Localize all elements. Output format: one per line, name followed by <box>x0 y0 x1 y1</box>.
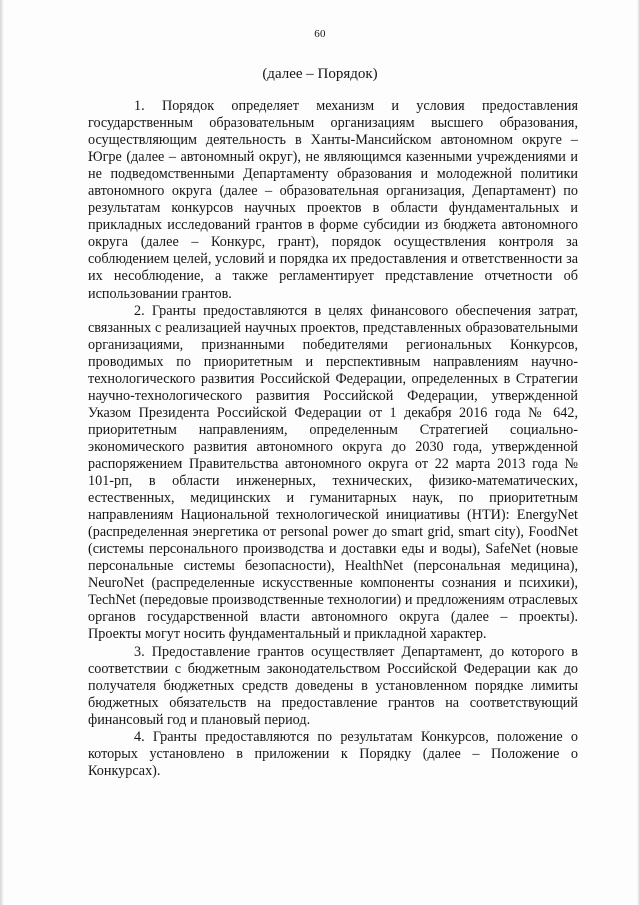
paragraph-1: 1. Порядок определяет механизм и условия предоставления государственным образовательным организациям высшего образования, осуществляющим деятельность в Ханты-Мансийском автономном округе – Югре (далее – автономный округ), не являющимся казенными учреждениями и не подведомственными Департаменту образования и молодежной политики автономного округа (далее – образовательная организация, Департамент) по результатам конкурсов научных проектов в области фундаментальных и прикладных исследований грантов в форме субсидии из бюджета автономного округа (далее – Конкурс, грант), порядок осуществления контроля за соблюдением целей, условий и порядка их предоставления и ответственности за их несоблюдение, а также регламентирует представление отчетности об использовании грантов. <box>88 98 578 302</box>
paragraph-4: 4. Гранты предоставляются по результатам Конкурсов, положение о которых установлено в приложении к Порядку (далее – Положение о Конкурсах). <box>88 728 578 779</box>
subtitle: (далее – Порядок) <box>262 66 378 82</box>
page-number: 60 <box>314 28 326 40</box>
body-text <box>88 98 578 780</box>
paragraph-2: 2. Гранты предоставляются в целях финансового обеспечения затрат, связанных с реализацией научных проектов, представленных образовательными организациями, признанными победителями региональных Конкурсов, проводимых по приоритетным и перспективным направлениям научно-технологического развития Российской Федерации, определенных в Стратегии научно-технологического развития Российской Федерации, утвержденной Указом Президента Российской Федерации от 1 декабря 2016 года № 642, приоритетным направлениям, определенным Стратегией социально-экономического развития автономного округа до 2030 года, утвержденной распоряжением Правительства автономного округа от 22 марта 2013 года № 101-рп, в области инженерных, технических, физико-математических, естественных, медицинских и гуманитарных наук, по приоритетным направлениям Национальной технологической инициативы (НТИ): EnergyNet (распределенная энергетика от personal power до smart grid, smart city), FoodNet (системы персонального производства и доставки еды и воды), SafeNet (новые персональные системы безопасности), HealthNet (персональная медицина), NeuroNet (распределенные искусственные компоненты сознания и психики), TechNet (передовые производственные технологии) и предложениям отраслевых органов государственной власти автономного округа (далее – проекты). Проекты могут носить фундаментальный и прикладной характер. <box>88 302 578 643</box>
scan-edge-left <box>0 0 4 905</box>
paragraph-3: 3. Предоставление грантов осуществляет Департамент, до которого в соответствии с бюджетным законодательством Российской Федерации как до получателя бюджетных средств доведены в установленном порядке лимиты бюджетных обязательств на предоставление грантов на соответствующий финансовый год и плановый период. <box>88 643 578 728</box>
